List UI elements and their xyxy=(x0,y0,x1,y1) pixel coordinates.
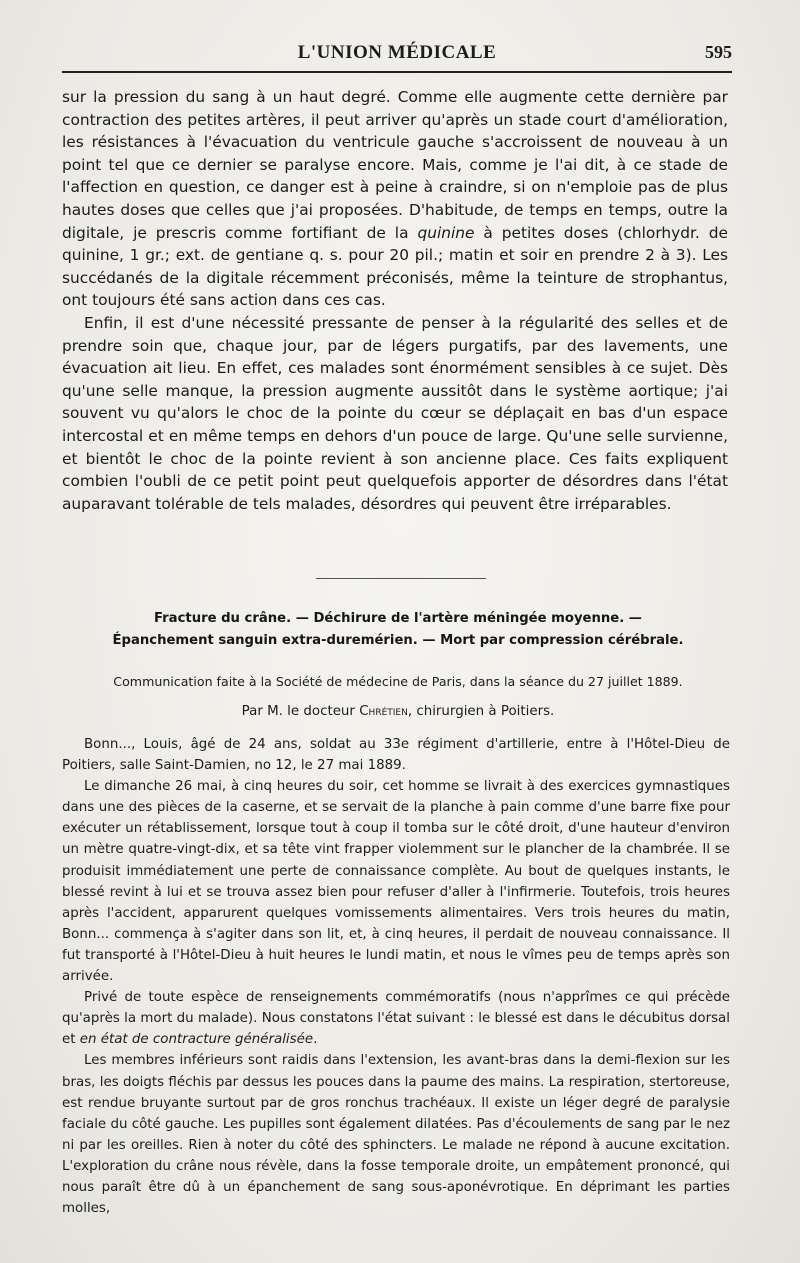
paragraph xyxy=(62,776,730,987)
text-run-italic: quinine xyxy=(417,223,475,242)
previous-article-text xyxy=(62,86,728,515)
paragraph xyxy=(62,312,728,515)
section-divider xyxy=(316,578,486,579)
communication-note: Communication faite à la Société de médecine de Paris, dans la séance du 27 juillet 1889. xyxy=(113,674,683,689)
article-title-line: Épanchement sanguin extra-duremérien. — Mort par compression cérébrale. xyxy=(112,633,684,648)
text-run: Les membres inférieurs sont raidis dans l'extension, les avant-bras dans la demi-flexion sur les bras, les doigts fléchis par dessus les pouces dans la paume des mains. La respiration, stertoreuse, est rendue bruyante surtout par de gros ronchus trachéaux. Il existe un léger degré de paralysie faciale du côté gauche. Les pupilles sont également dilatées. Pas d'écoulements de sang par le nez ni par les oreilles. Rien à noter du côté des sphincters. Le malade ne répond à aucune excitation. L'exploration du crâne nous révèle, dans la fosse temporale droite, un empâtement prononcé, qui nous paraît être dû à un épanchement de sang sous-aponévrotique. En déprimant les parties molles, xyxy=(62,1053,730,1217)
journal-title: L'UNION MÉDICALE xyxy=(297,42,497,63)
running-head xyxy=(62,38,732,68)
text-run: Le dimanche 26 mai, à cinq heures du soir, cet homme se livrait à des exercices gymnastiques dans une des pièces de la caserne, et se servait de la planche à pain comme d'une barre fixe pour exécuter un rétablissement, lorsque tout à coup il tomba sur le côté droit, d'une hauteur d'environ un mètre quatre-vingt-dix, et sa tête vint frapper violemment sur le plancher de la chambrée. Il se produisit immédiatement une perte de connaissance complète. Au bout de quelques instants, le blessé revint à lui et se trouva assez bien pour refuser d'aller à l'infirmerie. Toutefois, trois heures après l'accident, apparurent quelques vomissements alimentaires. Vers trois heures du matin, Bonn... commença à s'agiter dans son lit, et, à cinq heures, il perdait de nouveau connaissance. Il fut transporté à l'Hôtel-Dieu à huit heures le lundi matin, et nous le vîmes peu de temps après son arrivée. xyxy=(62,779,730,985)
text-run: sur la pression du sang à un haut degré. Comme elle augmente cette dernière par contraction des petites artères, il peut arriver qu'après un stade court d'amélioration, les résistances à l'évacuation du ventricule gauche s'accroissent de nouveau à un point tel que ce dernier se paralyse encore. Mais, comme je l'ai dit, à ce stade de l'affection en question, ce danger est à peine à craindre, si on n'emploie pas de plus hautes doses que celles que j'ai proposées. D'habitude, de temps en temps, outre la digitale, je prescris comme fortifiant de la xyxy=(62,88,728,242)
article-title xyxy=(62,608,734,652)
byline xyxy=(62,702,734,722)
paragraph xyxy=(62,86,728,312)
text-run: Enfin, il est d'une nécessité pressante de penser à la régularité des selles et de prendre soin que, chaque jour, par de légers purgatifs, par des lavements, une évacuation ait lieu. En effet, ces malades sont énormément sensibles à ce sujet. Dès qu'une selle manque, la pression augmente aussitôt dans le système aortique; j'ai souvent vu qu'alors le choc de la pointe du cœur se déplaçait en bas d'un espace intercostal et en même temps en dehors d'un pouce de large. Qu'une selle survienne, et bientôt le choc de la pointe revient à son ancienne place. Ces faits expliquent combien l'oubli de ce petit point peut quelquefois apporter de désordres dans l'état auparavant tolérable de tels malades, désordres qui peuvent être irréparables. xyxy=(62,313,728,513)
page-number: 595 xyxy=(705,42,732,62)
text-run: Privé de toute espèce de renseignements commémoratifs (nous n'apprîmes ce qui précède qu'après la mort du malade). Nous constatons l'état suivant : le blessé est dans le décubitus dorsal et xyxy=(62,990,730,1048)
text-run-italic: en état de contracture généralisée xyxy=(79,1032,314,1048)
paragraph xyxy=(62,734,730,776)
article-body xyxy=(62,734,730,1219)
header-rule xyxy=(62,71,732,73)
article-title-line: Fracture du crâne. — Déchirure de l'artère méningée moyenne. — xyxy=(154,611,642,626)
paragraph xyxy=(62,1050,730,1219)
author-name: Chrétien xyxy=(359,704,408,719)
text-run: Bonn..., Louis, âgé de 24 ans, soldat au 33e régiment d'artillerie, entre à l'Hôtel-Dieu de Poitiers, salle Saint-Damien, no 12, le 27 mai 1889. xyxy=(62,737,730,774)
text-run: . xyxy=(313,1032,318,1048)
paragraph xyxy=(62,987,730,1050)
byline-suffix: , chirurgien à Poitiers. xyxy=(407,704,555,719)
text-run: à petites doses (chlorhydr. de quinine, 1 gr.; ext. de gentiane q. s. pour 20 pil.; matin et soir en prendre 2 à 3). Les succédanés de la digitale récemment préconisés, même la teinture de strophantus, ont toujours été sans action dans ces cas. xyxy=(62,223,728,310)
byline-prefix: Par M. le docteur xyxy=(241,704,355,719)
